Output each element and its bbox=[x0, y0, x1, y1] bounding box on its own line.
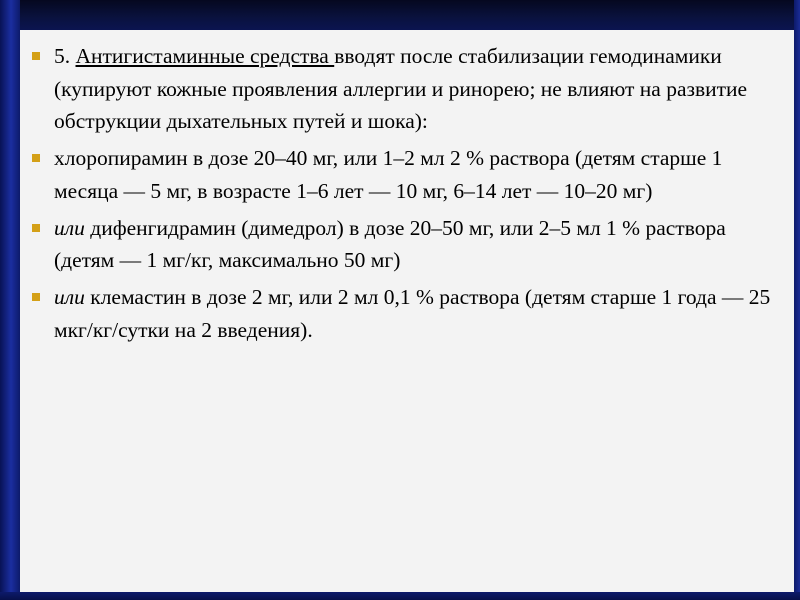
item-underlined-heading: Антигистаминные средства bbox=[75, 44, 335, 68]
list-item-chloropyramine bbox=[20, 142, 794, 207]
square-bullet-icon bbox=[32, 154, 40, 162]
slide-content bbox=[20, 30, 794, 592]
item-italic-prefix: или bbox=[54, 215, 85, 240]
top-border bbox=[0, 0, 800, 30]
item-number: 5. bbox=[54, 44, 76, 68]
left-border bbox=[0, 0, 20, 600]
bullet-list bbox=[20, 40, 794, 350]
item-text: клемастин в дозе 2 мг, или 2 мл 0,1 % раствора (детям старше 1 года — 25 мкг/кг/сутки на 2 введения). bbox=[54, 284, 771, 342]
item-text: хлоропирамин в дозе 20–40 мг, или 1–2 мл 2 % раствора (детям старше 1 месяца — 5 мг, в возрасте 1–6 лет — 10 мг, 6–14 лет — 10–20 мг) bbox=[54, 146, 723, 203]
list-item-diphenhydramine bbox=[20, 212, 794, 277]
item-text: вводят после стабилизации гемодинамики (купируют кожные проявления аллергии и ринорею; не влияют на развитие обструкции дыхательных путей и шока): bbox=[54, 44, 748, 134]
bottom-border bbox=[0, 592, 800, 600]
list-item-antihistamines bbox=[20, 40, 794, 138]
right-border bbox=[794, 0, 800, 600]
square-bullet-icon bbox=[32, 224, 40, 232]
square-bullet-icon bbox=[32, 293, 40, 301]
square-bullet-icon bbox=[32, 52, 40, 60]
item-italic-prefix: или bbox=[54, 284, 85, 309]
item-text: дифенгидрамин (димедрол) в дозе 20–50 мг, или 2–5 мл 1 % раствора (детям — 1 мг/кг, максимально 50 мг) bbox=[54, 215, 726, 273]
list-item-clemastine bbox=[20, 281, 794, 346]
